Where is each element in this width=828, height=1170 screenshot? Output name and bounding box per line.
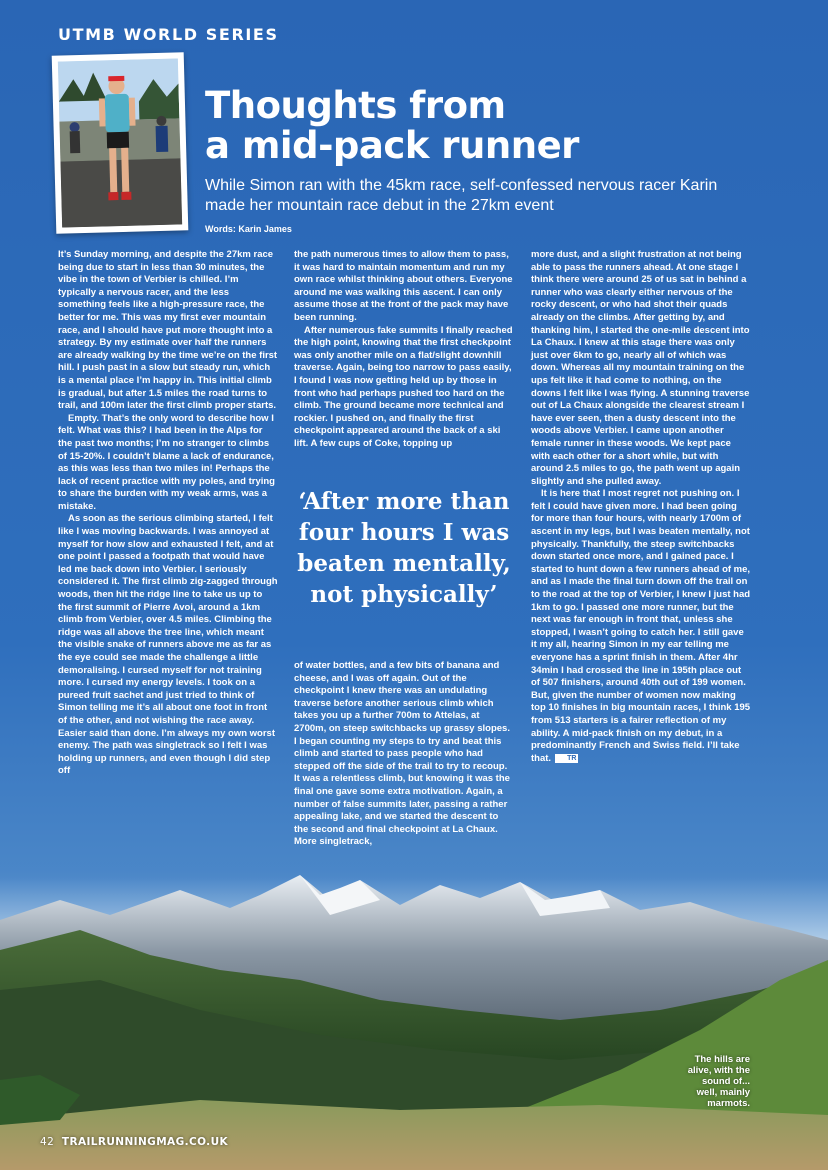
page-footer	[40, 1136, 228, 1148]
mountain-landscape-photo	[0, 860, 828, 1170]
paragraph: more dust, and a slight frustration at not being able to pass the runners ahead. At one stage I think there were around 25 of us sat in behind a runner who was clearly either nervous of the rocky descent, or who had shot their quads already on the climbs. After getting by, and thanking him, I started the one-mile descent into La Chaux. I knew at this stage there was only just over 6km to go, nearly all of which was down. Whereas all my mountain training on the ups felt like it had come to nothing, on the downs I felt like I was flying. A stunning traverse out of La Chaux alongside the clearest stream I have ever seen, then a dusty descent into the woods above Verbier. I came upon another female runner in these woods. We kept pace with each other for a short while, but with around 2.5 miles to go, the path went up again slightly and she pulled away.	[531, 249, 750, 487]
paragraph: of water bottles, and a few bits of banana and cheese, and I was off again. Out of the checkpoint I knew there was an undulating traverse before another serious climb which takes you up a further 700m to Attelas, at 2700m, on steep switchbacks up grassy slopes. I began counting my steps to try and beat this climb and started to pass people who had stepped off the side of the trail to try to recoup. It was a relentless climb, but knowing it was the final one gave some extra motivation. Again, a number of false summits later, passing a rather appealing lake, and we started the descent to the second and final checkpoint at La Chaux. More singletrack,	[294, 660, 510, 848]
magazine-website: TRAILRUNNINGMAG.CO.UK	[61, 1136, 229, 1148]
paragraph: After numerous fake summits I finally reached the high point, knowing that the first checkpoint was only another mile on a flat/slight downhill traverse. Again, being too narrow to pass easily, I found I was now getting held up by those in front who had perhaps pushed too hard on the climb. The ground became more technical and rockier. I pushed on, and finally the first checkpoint appeared around the back of a ski lift. A few cups of Coke, topping up	[294, 324, 513, 449]
body-column-2	[294, 249, 514, 451]
paragraph: As soon as the serious climbing started, I felt like I was moving backwards. I was annoyed at myself for how slow and exhausted I felt, and at one point I passed a footpath that would have led me back down into Verbier. I seriously considered it. The first climb zig-zagged through woods, then hit the ridge line to take us up to the first summit of Pierre Avoi, around a 1km climb from Verbier, over 4.5 miles. Climbing the ridge was all above the tree line, which meant the visible snake of runners above me as far as the eye could see made the challenge a little demoralising. I cursed myself for not training more. I cursed my energy levels. I took on a pureed fruit sachet and just tried to think of Simon telling me it’s all about one foot in front of the other, and not wishing the race away. Easier said than done. I’m always my own worst enemy. The path was singletrack so I felt I was holding up runners, and even though I did step off	[58, 513, 278, 777]
paragraph: the path numerous times to allow them to pass, it was hard to maintain momentum and run my own race whilst thinking about others. Everyone around me was walking this ascent. I can only assume those at the front of the pack may have been running.	[294, 249, 513, 323]
paragraph-text: It is here that I most regret not pushing on. I felt I could have given more. I had been going for more than four hours, with nearly 1700m of ascent in my legs, but I was beaten mentally, not physically. Thankfully, the steep switchbacks down started once more, and I gained pace. I started to hunt down a few runners ahead of me, and as I made the final turn down off the trail on to the road at the top of Verbier, I knew I just had 1km to go. I passed one more runner, but the next was far enough in front that, unless she stopped, I wasn’t going to catch her. I still gave it my all, hearing Simon in my ear telling me everyone has a sprint finish in them. After 4hr 34min I had crossed the line in 195th place out of 507 finishers, around 40th out of 199 women. But, given the number of women now making top 10 finishes in big mountain races, I think 195 from 513 starters is a fairer reflection of my ability. A mid-pack finish on my debut, in a predominantly French and Swiss field. I’ll take that.	[531, 488, 751, 764]
page-number: 42	[40, 1136, 55, 1148]
pull-quote: ‘After more than four hours I was beaten mentally, not physically’	[297, 488, 511, 608]
paragraph: It’s Sunday morning, and despite the 27km race being due to start in less than 30 minutes, the vibe in the town of Verbier is chilled. I’m typically a nervous racer, and the less something feels like a high-pressure race, the better for me. This was my first ever mountain race, and I should have put more thought into a strategy. By my estimate over half the runners are already walking by the time we’re on the first hill. I push past in a slow but steady run, which is a mental place I’m happy in. This initial climb is gradual, but after 1.5 miles the road turns to trail, and 100m later the first climb proper starts.	[58, 249, 278, 412]
title-line-2: a mid-pack runner	[205, 124, 579, 167]
runner-photo	[52, 52, 189, 233]
article-title	[205, 86, 725, 166]
body-column-3	[531, 249, 751, 765]
photo-caption: The hills are alive, with the sound of... well, mainly marmots.	[687, 1054, 750, 1109]
title-line-1: Thoughts from	[205, 84, 506, 127]
paragraph	[531, 488, 751, 765]
paragraph: Empty. That’s the only word to describe how I felt. What was this? I had been in the Alps for the past two months; I’m no stranger to climbs of 15-20%. I couldn’t blame a lack of endurance, as this was less than two miles in! Perhaps the lack of recent practice with my poles, and trying to share the burden with my weak arms, was a mistake.	[58, 412, 275, 512]
end-mark: TR	[555, 754, 578, 763]
byline: Words: Karin James	[205, 224, 292, 234]
standfirst: While Simon ran with the 45km race, self-confessed nervous racer Karin made her mountain race debut in the 27km event	[205, 177, 718, 214]
section-label: UTMB WORLD SERIES	[58, 25, 279, 44]
body-column-1	[58, 249, 278, 778]
runner-photo-illustration	[58, 58, 182, 227]
body-column-2-continued	[294, 660, 514, 849]
